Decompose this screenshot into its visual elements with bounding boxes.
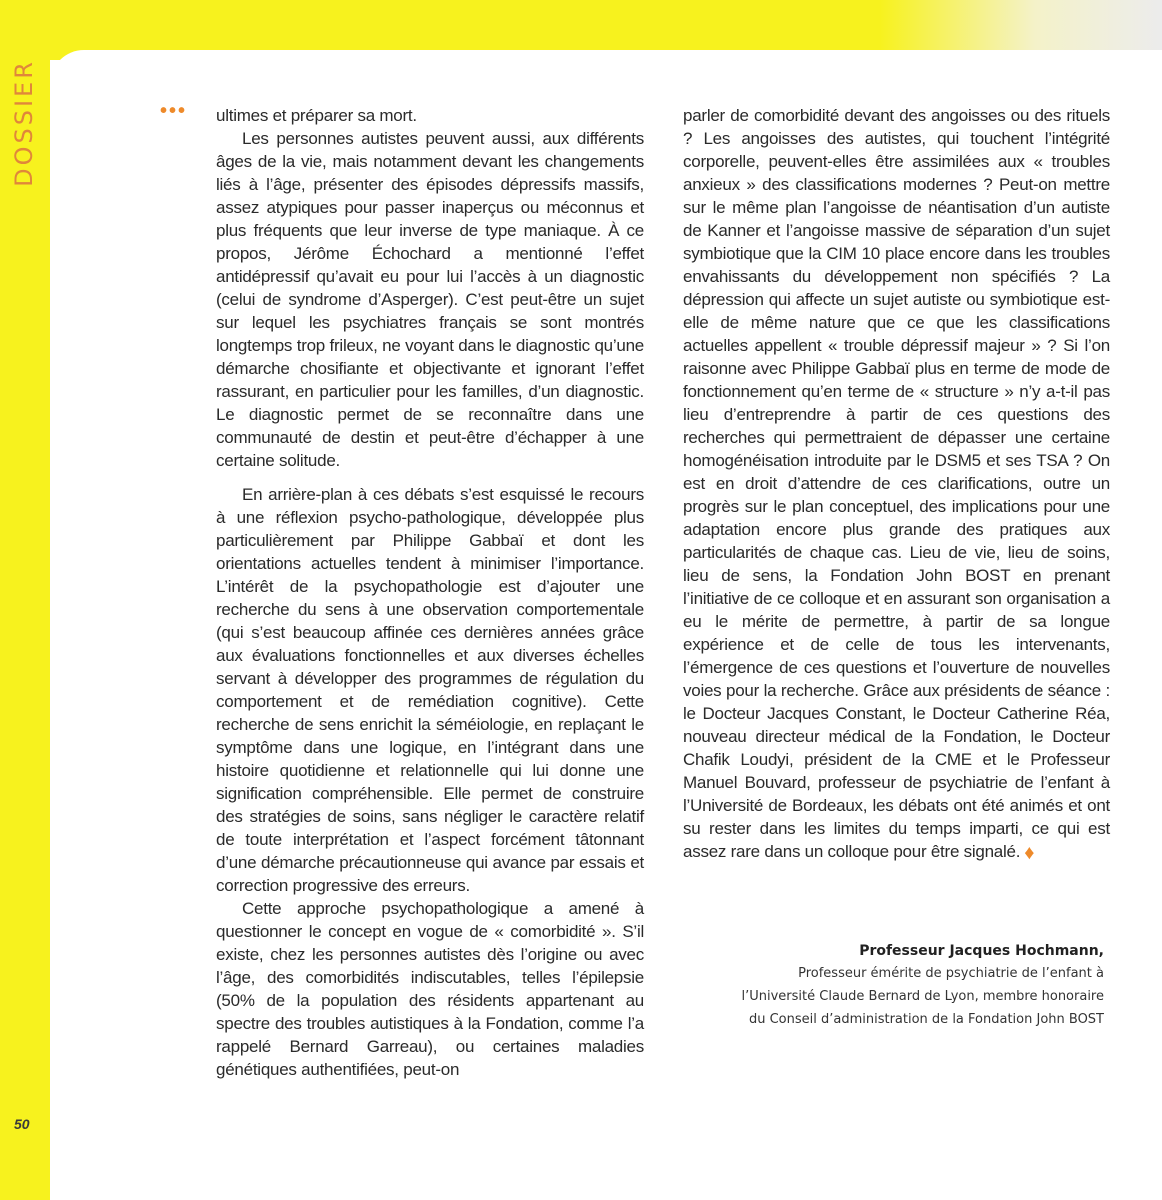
paragraph-text: parler de comorbidité devant des angoisses ou des rituels ? Les angoisses des autistes, qui touchent l’intégrité corporelle, peuvent-elles être assimilées aux « troubles anxieux » des classifications modernes ? Peut-on mettre sur le même plan l’angoisse de néantisation d’un autiste de Kanner et l’angoisse massive de séparation d’un sujet symbiotique que la CIM 10 place encore dans les troubles envahissants du développement non spécifiés ? La dépression qui affecte un sujet autiste ou symbiotique est-elle de même nature que ce que les classifications actuelles appellent « trouble dépressif majeur » ? Si l’on raisonne avec Philippe Gabbaï plus en terme de mode de fonctionnement qu’en terme de « structure » n’y a-t-il pas lieu d’entreprendre à partir de ces questions des recherches qui permettraient de dépasser une certaine homogénéisation introduite par le DSM5 et ses TSA ? On est en droit d’attendre de ces clarifications, outre un progrès sur le plan conceptuel, des implications pour une adaptation encore plus grande des pratiques aux particularités de chaque cas. Lieu de vie, lieu de soins, lieu de sens, la Fondation John BOST en prenant l’initiative de ce colloque et en assurant son organisation a eu le mérite de permettre, à partir de sa longue expérience et de celle de tous les intervenants, l’émergence de ces questions et l’ouverture de nouvelles voies pour la recherche. Grâce aux présidents de séance : le Docteur Jacques Constant, le Docteur Catherine Réa, nouveau directeur médical de la Fondation, le Docteur Chafik Loudyi, président de la CME et le Professeur Manuel Bouvard, professeur de psychiatrie de l’enfant à l’Université de Bordeaux, les débats ont été animés et ont su rester dans les limites du temps imparti, ce qui est assez rare dans un colloque pour être signalé. — [683, 106, 1110, 861]
author-title-line: du Conseil d’administration de la Fondation John BOST — [748, 1012, 1104, 1027]
page-number: 50 — [14, 1116, 30, 1132]
author-title-line: l’Université Claude Bernard de Lyon, membre honoraire — [741, 989, 1104, 1004]
left-column — [216, 104, 644, 1081]
continuation-dots-icon: ••• — [160, 100, 188, 122]
author-signature — [690, 940, 1104, 1031]
right-column — [683, 104, 1110, 863]
author-title-line: Professeur émérite de psychiatrie de l’enfant à — [798, 966, 1104, 981]
paragraph: ultimes et préparer sa mort. — [216, 106, 417, 125]
author-name: Professeur Jacques Hochmann, — [859, 943, 1104, 959]
section-label — [1, 48, 47, 198]
paragraph: Les personnes autistes peuvent aussi, aux différents âges de la vie, mais notamment devant les changements liés à l’âge, présenter des épisodes dépressifs massifs, assez atypiques pour passer inaperçus ou méconnus et plus fréquents que leur inverse de type maniaque. À ce propos, Jérôme Échochard a mentionné l’effet antidépressif qu’avait eu pour lui l’accès à un diagnostic (celui de syndrome d’Asperger). C’est peut-être un sujet sur lequel les psychiatres français se sont montrés longtemps trop frileux, ne voyant dans le diagnostic qu’une démarche chosifiante et objectivante et ignorant l’effet rassurant, en particulier pour les familles, d’un diagnostic. Le diagnostic permet de se reconnaître dans une communauté de destin et peut-être d’échapper à une certaine solitude. — [216, 129, 644, 470]
section-label-text: DOSSIER — [10, 59, 39, 187]
paragraph: En arrière-plan à ces débats s’est esquissé le recours à une réflexion psycho-pathologique, développée plus particulièrement par Philippe Gabbaï et dont les orientations actuelles tendent à minimiser l’importance. L’intérêt de la psychopathologie est d’ajouter une recherche du sens à une observation comportementale (qui s’est beaucoup affinée ces dernières années grâce aux évaluations fonctionnelles et aux diverses échelles servant à développer des programmes de régulation du comportement et de remédiation cognitive). Cette recherche de sens enrichit la séméiologie, en replaçant le symptôme dans une logique, en l’intégrant dans une histoire quotidienne et relationnelle qui lui donne une signification compréhensible. Elle permet de construire des stratégies de soins, sans négliger le caractère relatif de toute interprétation et l’aspect forcément tâtonnant d’une démarche précautionneuse qui avance par essais et correction progressive des erreurs. — [216, 485, 644, 895]
paragraph: Cette approche psychopathologique a amené à questionner le concept en vogue de « comorbidité ». S’il existe, chez les personnes autistes dès l’origine ou avec l’âge, des comorbidités indiscutables, telles l’épilepsie (50% de la population des résidents appartenant au spectre des troubles autistiques à la Fondation, comme l’a rappelé Bernard Garreau), ou certaines maladies génétiques authentifiées, peut-on — [216, 899, 644, 1079]
paragraph — [683, 104, 1110, 863]
end-diamond-icon: ♦ — [1024, 842, 1035, 864]
